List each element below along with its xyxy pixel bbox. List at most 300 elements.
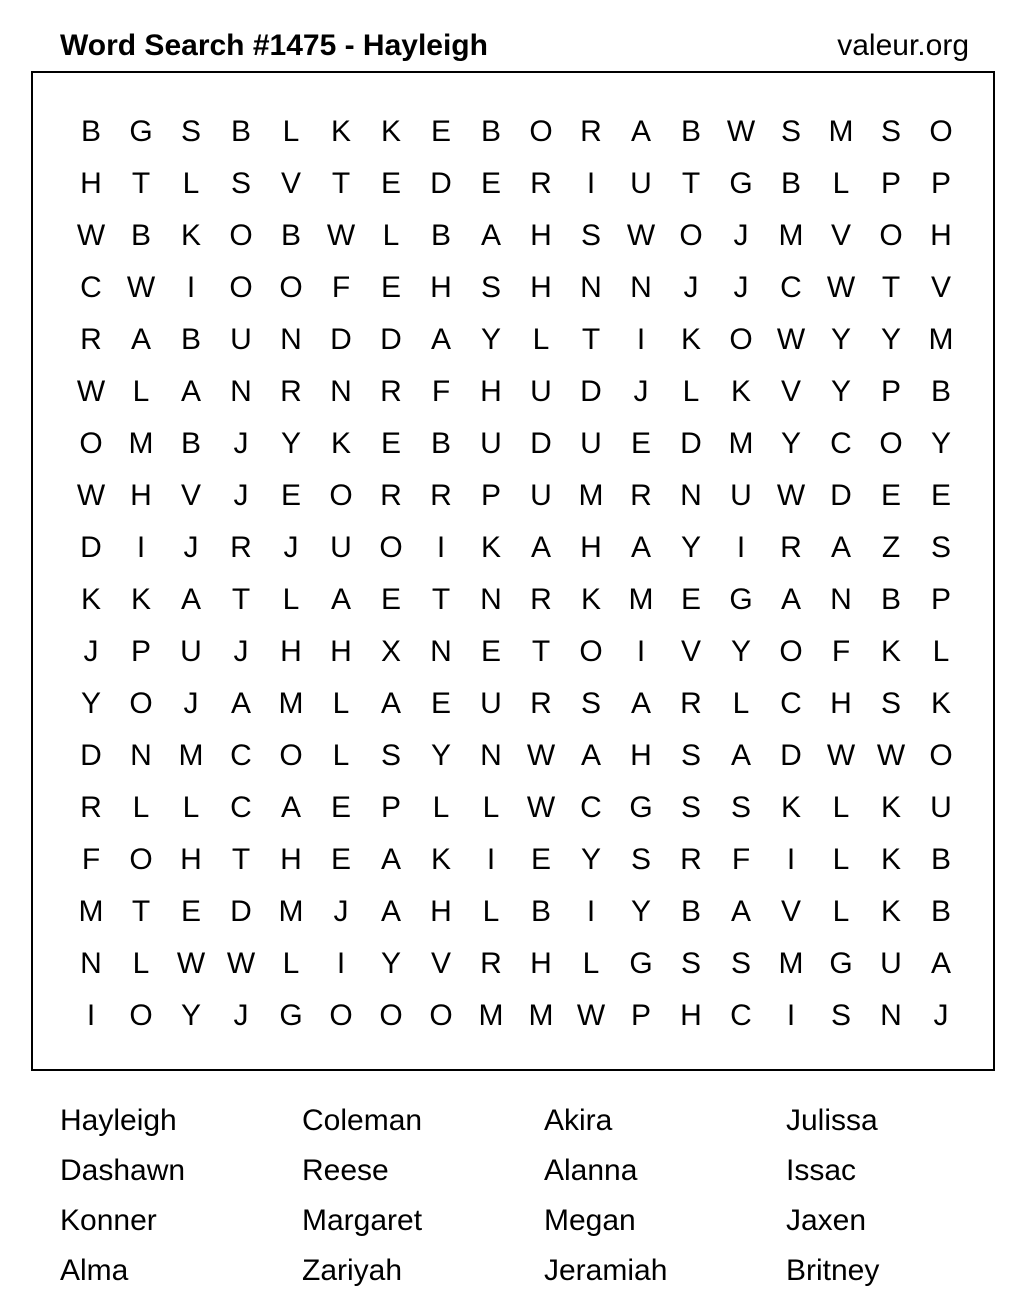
grid-letter[interactable]: O [229,271,253,304]
grid-letter[interactable]: L [182,791,200,824]
grid-letter[interactable]: E [480,635,501,668]
grid-letter[interactable]: K [330,115,351,148]
grid-letter[interactable]: E [380,167,401,200]
grid-letter[interactable]: L [482,895,500,928]
grid-letter[interactable]: M [278,895,304,928]
grid-letter[interactable]: L [682,375,700,408]
grid-letter[interactable]: W [76,219,106,252]
grid-letter[interactable]: U [580,427,602,460]
grid-letter[interactable]: H [530,271,552,304]
grid-letter[interactable]: H [580,531,602,564]
grid-letter[interactable]: E [680,583,701,616]
grid-letter[interactable]: A [330,583,351,616]
grid-letter[interactable]: Y [580,843,601,876]
grid-letter[interactable]: R [480,947,502,980]
grid-letter[interactable]: H [180,843,202,876]
grid-letter[interactable]: H [80,167,102,200]
grid-letter[interactable]: L [832,843,850,876]
grid-letter[interactable]: W [76,479,106,512]
grid-letter[interactable]: W [126,271,156,304]
grid-letter[interactable]: J [333,895,349,928]
grid-letter[interactable]: P [880,167,901,200]
grid-letter[interactable]: I [786,843,796,876]
grid-letter[interactable]: K [880,635,901,668]
grid-letter[interactable]: C [730,999,752,1032]
grid-letter[interactable]: R [80,323,102,356]
grid-letter[interactable]: Y [930,427,951,460]
grid-letter[interactable]: N [480,583,502,616]
grid-letter[interactable]: E [530,843,551,876]
grid-letter[interactable]: F [431,375,451,408]
grid-letter[interactable]: J [633,375,649,408]
grid-letter[interactable]: J [233,635,249,668]
grid-letter[interactable]: G [279,999,303,1032]
grid-letter[interactable]: H [430,895,452,928]
grid-letter[interactable]: M [778,947,804,980]
grid-letter[interactable]: L [832,791,850,824]
grid-letter[interactable]: S [630,843,651,876]
grid-letter[interactable]: R [380,375,402,408]
grid-letter[interactable]: I [486,843,496,876]
grid-letter[interactable]: A [380,895,401,928]
grid-letter[interactable]: L [432,791,450,824]
grid-letter[interactable]: B [280,219,301,252]
grid-letter[interactable]: T [331,167,351,200]
grid-letter[interactable]: P [930,167,951,200]
grid-letter[interactable]: U [330,531,352,564]
grid-letter[interactable]: A [480,219,501,252]
grid-letter[interactable]: O [329,479,353,512]
grid-letter[interactable]: R [680,843,702,876]
grid-letter[interactable]: W [826,739,856,772]
grid-letter[interactable]: P [930,583,951,616]
grid-letter[interactable]: D [380,323,402,356]
grid-letter[interactable]: A [380,843,401,876]
grid-letter[interactable]: N [230,375,252,408]
grid-letter[interactable]: R [230,531,252,564]
grid-letter[interactable]: O [929,115,953,148]
grid-letter[interactable]: R [580,115,602,148]
grid-letter[interactable]: O [779,635,803,668]
grid-letter[interactable]: H [330,635,352,668]
grid-letter[interactable]: S [780,115,801,148]
grid-letter[interactable]: J [283,531,299,564]
grid-letter[interactable]: M [928,323,954,356]
grid-letter[interactable]: O [679,219,703,252]
grid-letter[interactable]: H [930,219,952,252]
grid-letter[interactable]: Y [630,895,651,928]
grid-letter[interactable]: E [380,583,401,616]
grid-letter[interactable]: A [930,947,951,980]
grid-letter[interactable]: E [430,687,451,720]
grid-letter[interactable]: V [280,167,301,200]
grid-letter[interactable]: B [680,115,701,148]
grid-letter[interactable]: Y [830,375,851,408]
grid-letter[interactable]: S [380,739,401,772]
grid-letter[interactable]: K [580,583,601,616]
grid-letter[interactable]: E [330,843,351,876]
grid-letter[interactable]: O [79,427,103,460]
grid-letter[interactable]: B [780,167,801,200]
grid-letter[interactable]: B [530,895,551,928]
grid-letter[interactable]: R [630,479,652,512]
grid-letter[interactable]: S [580,219,601,252]
grid-letter[interactable]: T [581,323,601,356]
grid-letter[interactable]: V [430,947,451,980]
grid-letter[interactable]: T [231,583,251,616]
grid-letter[interactable]: E [430,115,451,148]
grid-letter[interactable]: I [136,531,146,564]
grid-letter[interactable]: R [280,375,302,408]
grid-letter[interactable]: O [379,999,403,1032]
grid-letter[interactable]: O [929,739,953,772]
grid-letter[interactable]: K [880,895,901,928]
grid-letter[interactable]: K [180,219,201,252]
grid-letter[interactable]: N [130,739,152,772]
grid-letter[interactable]: S [680,791,701,824]
grid-letter[interactable]: H [130,479,152,512]
grid-letter[interactable]: O [579,635,603,668]
grid-letter[interactable]: K [330,427,351,460]
grid-letter[interactable]: L [132,375,150,408]
grid-letter[interactable]: S [230,167,251,200]
grid-letter[interactable]: V [780,375,801,408]
grid-letter[interactable]: N [580,271,602,304]
grid-letter[interactable]: C [230,739,252,772]
grid-letter[interactable]: D [780,739,802,772]
grid-letter[interactable]: D [580,375,602,408]
grid-letter[interactable]: J [183,687,199,720]
grid-letter[interactable]: O [329,999,353,1032]
grid-letter[interactable]: J [733,219,749,252]
grid-letter[interactable]: N [630,271,652,304]
grid-letter[interactable]: W [776,323,806,356]
grid-letter[interactable]: J [183,531,199,564]
grid-letter[interactable]: Z [881,531,901,564]
grid-letter[interactable]: N [480,739,502,772]
grid-letter[interactable]: W [576,999,606,1032]
grid-letter[interactable]: C [780,687,802,720]
grid-letter[interactable]: L [582,947,600,980]
grid-letter[interactable]: A [630,531,651,564]
grid-letter[interactable]: D [80,739,102,772]
grid-letter[interactable]: A [230,687,251,720]
grid-letter[interactable]: W [526,791,556,824]
grid-letter[interactable]: L [332,739,350,772]
grid-letter[interactable]: W [826,271,856,304]
grid-letter[interactable]: S [680,947,701,980]
grid-letter[interactable]: L [132,791,150,824]
grid-letter[interactable]: T [681,167,701,200]
grid-letter[interactable]: A [280,791,301,824]
grid-letter[interactable]: S [180,115,201,148]
grid-letter[interactable]: D [430,167,452,200]
grid-letter[interactable]: M [278,687,304,720]
grid-letter[interactable]: C [580,791,602,824]
grid-letter[interactable]: A [380,687,401,720]
grid-letter[interactable]: O [879,427,903,460]
grid-letter[interactable]: L [732,687,750,720]
grid-letter[interactable]: O [429,999,453,1032]
grid-letter[interactable]: I [436,531,446,564]
grid-letter[interactable]: I [736,531,746,564]
grid-letter[interactable]: K [780,791,801,824]
grid-letter[interactable]: U [230,323,252,356]
grid-letter[interactable]: J [83,635,99,668]
grid-letter[interactable]: Y [430,739,451,772]
grid-letter[interactable]: U [930,791,952,824]
grid-letter[interactable]: U [630,167,652,200]
grid-letter[interactable]: S [730,791,751,824]
grid-letter[interactable]: E [380,271,401,304]
grid-letter[interactable]: K [380,115,401,148]
grid-letter[interactable]: L [482,791,500,824]
grid-letter[interactable]: U [880,947,902,980]
grid-letter[interactable]: T [881,271,901,304]
grid-letter[interactable]: K [80,583,101,616]
grid-letter[interactable]: L [282,583,300,616]
grid-letter[interactable]: H [830,687,852,720]
grid-letter[interactable]: O [379,531,403,564]
grid-letter[interactable]: T [131,895,151,928]
grid-letter[interactable]: E [180,895,201,928]
grid-letter[interactable]: K [880,791,901,824]
grid-letter[interactable]: A [630,687,651,720]
grid-letter[interactable]: U [480,687,502,720]
grid-letter[interactable]: E [930,479,951,512]
grid-letter[interactable]: W [776,479,806,512]
grid-letter[interactable]: W [226,947,256,980]
grid-letter[interactable]: O [129,999,153,1032]
grid-letter[interactable]: A [730,895,751,928]
grid-letter[interactable]: M [478,999,504,1032]
grid-letter[interactable]: F [331,271,351,304]
grid-letter[interactable]: G [729,583,753,616]
grid-letter[interactable]: N [430,635,452,668]
grid-letter[interactable]: D [230,895,252,928]
grid-letter[interactable]: L [182,167,200,200]
grid-letter[interactable]: M [578,479,604,512]
grid-letter[interactable]: B [480,115,501,148]
grid-letter[interactable]: L [932,635,950,668]
grid-letter[interactable]: M [778,219,804,252]
grid-letter[interactable]: H [530,947,552,980]
grid-letter[interactable]: I [586,167,596,200]
grid-letter[interactable]: U [530,479,552,512]
grid-letter[interactable]: N [830,583,852,616]
grid-letter[interactable]: Y [780,427,801,460]
grid-letter[interactable]: J [933,999,949,1032]
grid-letter[interactable]: M [178,739,204,772]
grid-letter[interactable]: W [726,115,756,148]
grid-letter[interactable]: C [780,271,802,304]
grid-letter[interactable]: G [629,947,653,980]
grid-letter[interactable]: G [729,167,753,200]
grid-letter[interactable]: A [730,739,751,772]
grid-letter[interactable]: D [330,323,352,356]
grid-letter[interactable]: R [530,687,552,720]
grid-letter[interactable]: S [880,115,901,148]
grid-letter[interactable]: M [128,427,154,460]
grid-letter[interactable]: I [586,895,596,928]
grid-letter[interactable]: N [80,947,102,980]
grid-letter[interactable]: B [430,427,451,460]
grid-letter[interactable]: D [830,479,852,512]
grid-letter[interactable]: V [930,271,951,304]
grid-letter[interactable]: S [730,947,751,980]
grid-letter[interactable]: M [78,895,104,928]
grid-letter[interactable]: T [231,843,251,876]
grid-letter[interactable]: K [480,531,501,564]
grid-letter[interactable]: S [480,271,501,304]
grid-letter[interactable]: R [530,583,552,616]
grid-letter[interactable]: H [630,739,652,772]
grid-letter[interactable]: H [280,843,302,876]
grid-letter[interactable]: A [530,531,551,564]
grid-letter[interactable]: N [880,999,902,1032]
grid-letter[interactable]: W [526,739,556,772]
grid-letter[interactable]: Y [480,323,501,356]
grid-letter[interactable]: Y [280,427,301,460]
grid-letter[interactable]: R [530,167,552,200]
grid-letter[interactable]: I [336,947,346,980]
grid-letter[interactable]: K [930,687,951,720]
grid-letter[interactable]: C [830,427,852,460]
grid-letter[interactable]: Y [80,687,101,720]
grid-letter[interactable]: B [180,427,201,460]
grid-letter[interactable]: O [129,843,153,876]
grid-letter[interactable]: O [129,687,153,720]
grid-letter[interactable]: A [580,739,601,772]
grid-letter[interactable]: A [780,583,801,616]
grid-letter[interactable]: A [180,583,201,616]
grid-letter[interactable]: T [531,635,551,668]
grid-letter[interactable]: E [480,167,501,200]
grid-letter[interactable]: O [229,219,253,252]
grid-letter[interactable]: O [729,323,753,356]
grid-letter[interactable]: W [76,375,106,408]
grid-letter[interactable]: R [380,479,402,512]
grid-letter[interactable]: V [830,219,851,252]
grid-letter[interactable]: J [233,427,249,460]
grid-letter[interactable]: P [880,375,901,408]
grid-letter[interactable]: L [832,895,850,928]
grid-letter[interactable]: H [680,999,702,1032]
grid-letter[interactable]: K [730,375,751,408]
grid-letter[interactable]: L [382,219,400,252]
grid-letter[interactable]: Y [880,323,901,356]
grid-letter[interactable]: F [831,635,851,668]
grid-letter[interactable]: N [280,323,302,356]
grid-letter[interactable]: O [279,271,303,304]
grid-letter[interactable]: T [131,167,151,200]
grid-letter[interactable]: L [332,687,350,720]
grid-letter[interactable]: B [930,843,951,876]
grid-letter[interactable]: L [282,947,300,980]
grid-letter[interactable]: K [430,843,451,876]
grid-letter[interactable]: B [880,583,901,616]
grid-letter[interactable]: D [80,531,102,564]
grid-letter[interactable]: S [580,687,601,720]
grid-letter[interactable]: U [730,479,752,512]
grid-letter[interactable]: L [282,115,300,148]
grid-letter[interactable]: S [930,531,951,564]
grid-letter[interactable]: R [430,479,452,512]
grid-letter[interactable]: H [480,375,502,408]
grid-letter[interactable]: M [628,583,654,616]
grid-letter[interactable]: G [829,947,853,980]
grid-letter[interactable]: H [530,219,552,252]
grid-letter[interactable]: J [233,479,249,512]
grid-letter[interactable]: F [81,843,101,876]
grid-letter[interactable]: E [630,427,651,460]
grid-letter[interactable]: I [786,999,796,1032]
grid-letter[interactable]: Y [730,635,751,668]
grid-letter[interactable]: S [880,687,901,720]
grid-letter[interactable]: I [636,635,646,668]
grid-letter[interactable]: R [680,687,702,720]
grid-letter[interactable]: G [629,791,653,824]
grid-letter[interactable]: U [180,635,202,668]
grid-letter[interactable]: J [733,271,749,304]
grid-letter[interactable]: V [780,895,801,928]
grid-letter[interactable]: W [876,739,906,772]
grid-letter[interactable]: B [430,219,451,252]
grid-letter[interactable]: A [430,323,451,356]
grid-letter[interactable]: B [230,115,251,148]
grid-letter[interactable]: V [680,635,701,668]
grid-letter[interactable]: P [130,635,151,668]
grid-letter[interactable]: T [431,583,451,616]
grid-letter[interactable]: B [180,323,201,356]
grid-letter[interactable]: E [280,479,301,512]
grid-letter[interactable]: P [480,479,501,512]
grid-letter[interactable]: K [680,323,701,356]
grid-letter[interactable]: U [530,375,552,408]
grid-letter[interactable]: N [680,479,702,512]
grid-letter[interactable]: M [528,999,554,1032]
grid-letter[interactable]: K [880,843,901,876]
grid-letter[interactable]: M [828,115,854,148]
grid-letter[interactable]: D [530,427,552,460]
grid-letter[interactable]: B [130,219,151,252]
grid-letter[interactable]: W [626,219,656,252]
grid-letter[interactable]: B [680,895,701,928]
grid-letter[interactable]: C [230,791,252,824]
grid-letter[interactable]: L [132,947,150,980]
grid-letter[interactable]: A [130,323,151,356]
grid-letter[interactable]: P [630,999,651,1032]
grid-letter[interactable]: I [86,999,96,1032]
grid-letter[interactable]: E [380,427,401,460]
grid-letter[interactable]: A [630,115,651,148]
grid-letter[interactable]: O [879,219,903,252]
grid-letter[interactable]: L [532,323,550,356]
grid-letter[interactable]: P [380,791,401,824]
grid-letter[interactable]: A [830,531,851,564]
grid-letter[interactable]: E [880,479,901,512]
grid-letter[interactable]: H [430,271,452,304]
grid-letter[interactable]: A [180,375,201,408]
grid-letter[interactable]: S [830,999,851,1032]
grid-letter[interactable]: W [326,219,356,252]
grid-letter[interactable]: D [680,427,702,460]
grid-letter[interactable]: Y [680,531,701,564]
grid-letter[interactable]: R [780,531,802,564]
grid-letter[interactable]: J [683,271,699,304]
grid-letter[interactable]: C [80,271,102,304]
grid-letter[interactable]: Y [380,947,401,980]
